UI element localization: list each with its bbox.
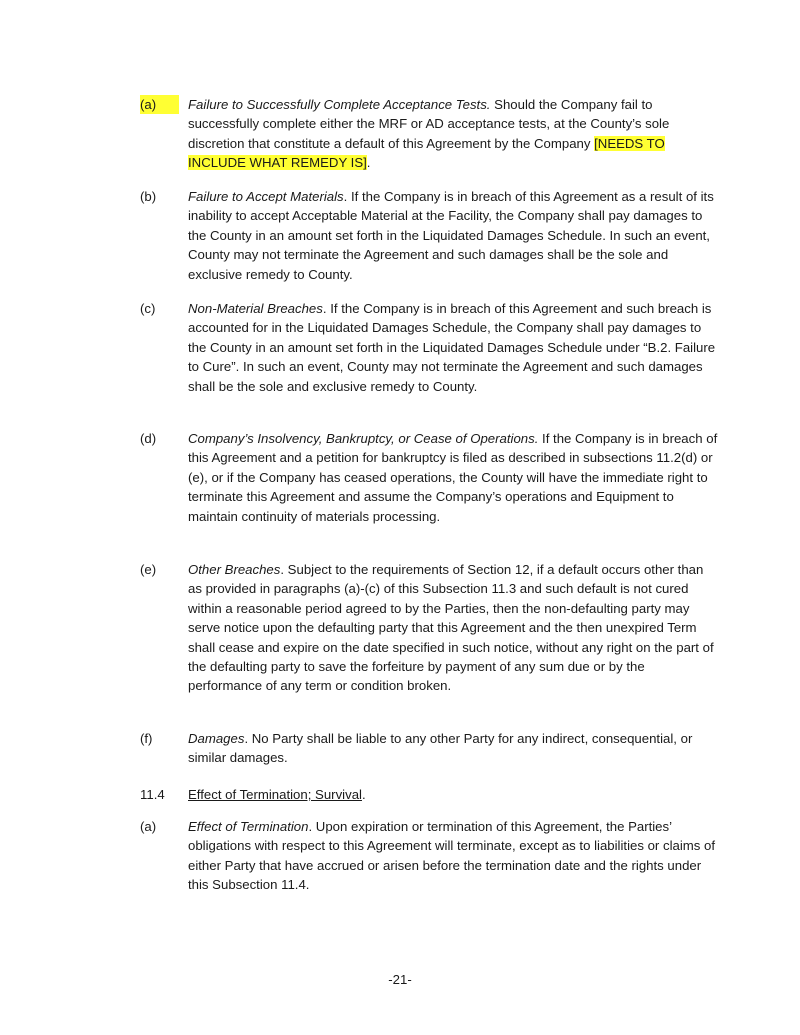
paragraph-label: (c): [140, 301, 156, 316]
paragraph-label: (d): [140, 431, 157, 446]
paragraph-body: [188, 299, 720, 396]
paragraph-text: . If the Company is in breach of this Agreement as a result of its inability to accept Acceptable Material at the Facility, the Company shall pay damages to the County in an amount set forth in the Liquidated Damages Schedule. In such an event, County may not terminate the Agreement and such damages shall be the sole and exclusive remedy to County.: [188, 189, 714, 282]
highlighted-note: [NEEDS TO INCLUDE WHAT REMEDY IS]: [188, 135, 665, 171]
paragraph-a-acceptance-tests: [140, 95, 720, 173]
paragraph-label: (f): [140, 731, 153, 746]
paragraph-label: (a): [140, 95, 179, 114]
paragraph-body: [188, 817, 720, 895]
paragraph-text: . If the Company is in breach of this Agreement and such breach is accounted for in the Liquidated Damages Schedule, the Company shall pay damages to the County in an amount set forth in the Liquidated Damages Schedule under “B.2. Failure to Cure”. In such an event, County may not terminate the Agreement and such damages shall be the sole and exclusive remedy to County.: [188, 301, 716, 394]
paragraph-label: (b): [140, 189, 157, 204]
paragraph-f-damages: [140, 729, 720, 768]
paragraph-body: [188, 187, 720, 284]
paragraph-body: [188, 95, 720, 173]
paragraph-text: If the Company is in breach of this Agreement and a petition for bankruptcy is filed as described in subsections 11.2(d) or (e), or if the Company has ceased operations, the County will have the immediate right to terminate this Agreement and assume the Company’s operations and Equipment to maintain continuity of materials processing.: [188, 431, 718, 524]
paragraph-body: [188, 429, 720, 526]
paragraph-effect-of-termination: [140, 817, 720, 895]
paragraph-title: Failure to Successfully Complete Acceptance Tests.: [188, 97, 491, 112]
section-heading-body: [188, 785, 720, 804]
paragraph-text: . Upon expiration or termination of this Agreement, the Parties’ obligations with respect to this Agreement will terminate, except as to liabilities or claims of either Party that have accrued or arisen before the termination date and the rights under this Subsection 11.4.: [188, 819, 716, 893]
page-number: -21-: [388, 972, 412, 987]
paragraph-b-failure-to-accept: [140, 187, 720, 284]
paragraph-title: Effect of Termination: [188, 819, 309, 834]
paragraph-text: Should the Company fail to successfully complete either the MRF or AD acceptance tests, at the County’s sole discretion that constitute a default of this Agreement by the Company: [188, 97, 670, 151]
paragraph-d-insolvency: [140, 429, 720, 526]
paragraph-body: [188, 729, 720, 768]
paragraph-text: . Subject to the requirements of Section 12, if a default occurs other than as provided in paragraphs (a)-(c) of this Subsection 11.3 and such default is not cured within a reasonable period agreed to by the Parties, then the non-defaulting party may serve notice upon the defaulting party that this Agreement and the then unexpired Term shall cease and expire on the date specified in such notice, without any right on the part of the defaulting party to save the forfeiture by payment of any sum due or by the performance of any term or condition broken.: [188, 562, 714, 694]
paragraph-body: [188, 560, 720, 696]
paragraph-label: (a): [140, 819, 157, 834]
paragraph-end: .: [366, 155, 371, 171]
paragraph-title: Damages: [188, 731, 245, 746]
paragraph-c-non-material-breaches: [140, 299, 720, 396]
section-heading-11-4: [140, 785, 720, 804]
paragraph-title: Failure to Accept Materials: [188, 189, 344, 204]
section-title-end: .: [361, 787, 366, 802]
paragraph-e-other-breaches: [140, 560, 720, 696]
section-title: Effect of Termination; Survival: [188, 787, 362, 802]
paragraph-text: . No Party shall be liable to any other Party for any indirect, consequential, or similar damages.: [188, 731, 693, 766]
paragraph-title: Other Breaches: [188, 562, 281, 577]
section-number: 11.4: [140, 787, 165, 802]
paragraph-label: (e): [140, 562, 157, 577]
paragraph-title: Non-Material Breaches: [188, 301, 323, 316]
paragraph-title: Company’s Insolvency, Bankruptcy, or Cease of Operations.: [188, 431, 539, 446]
